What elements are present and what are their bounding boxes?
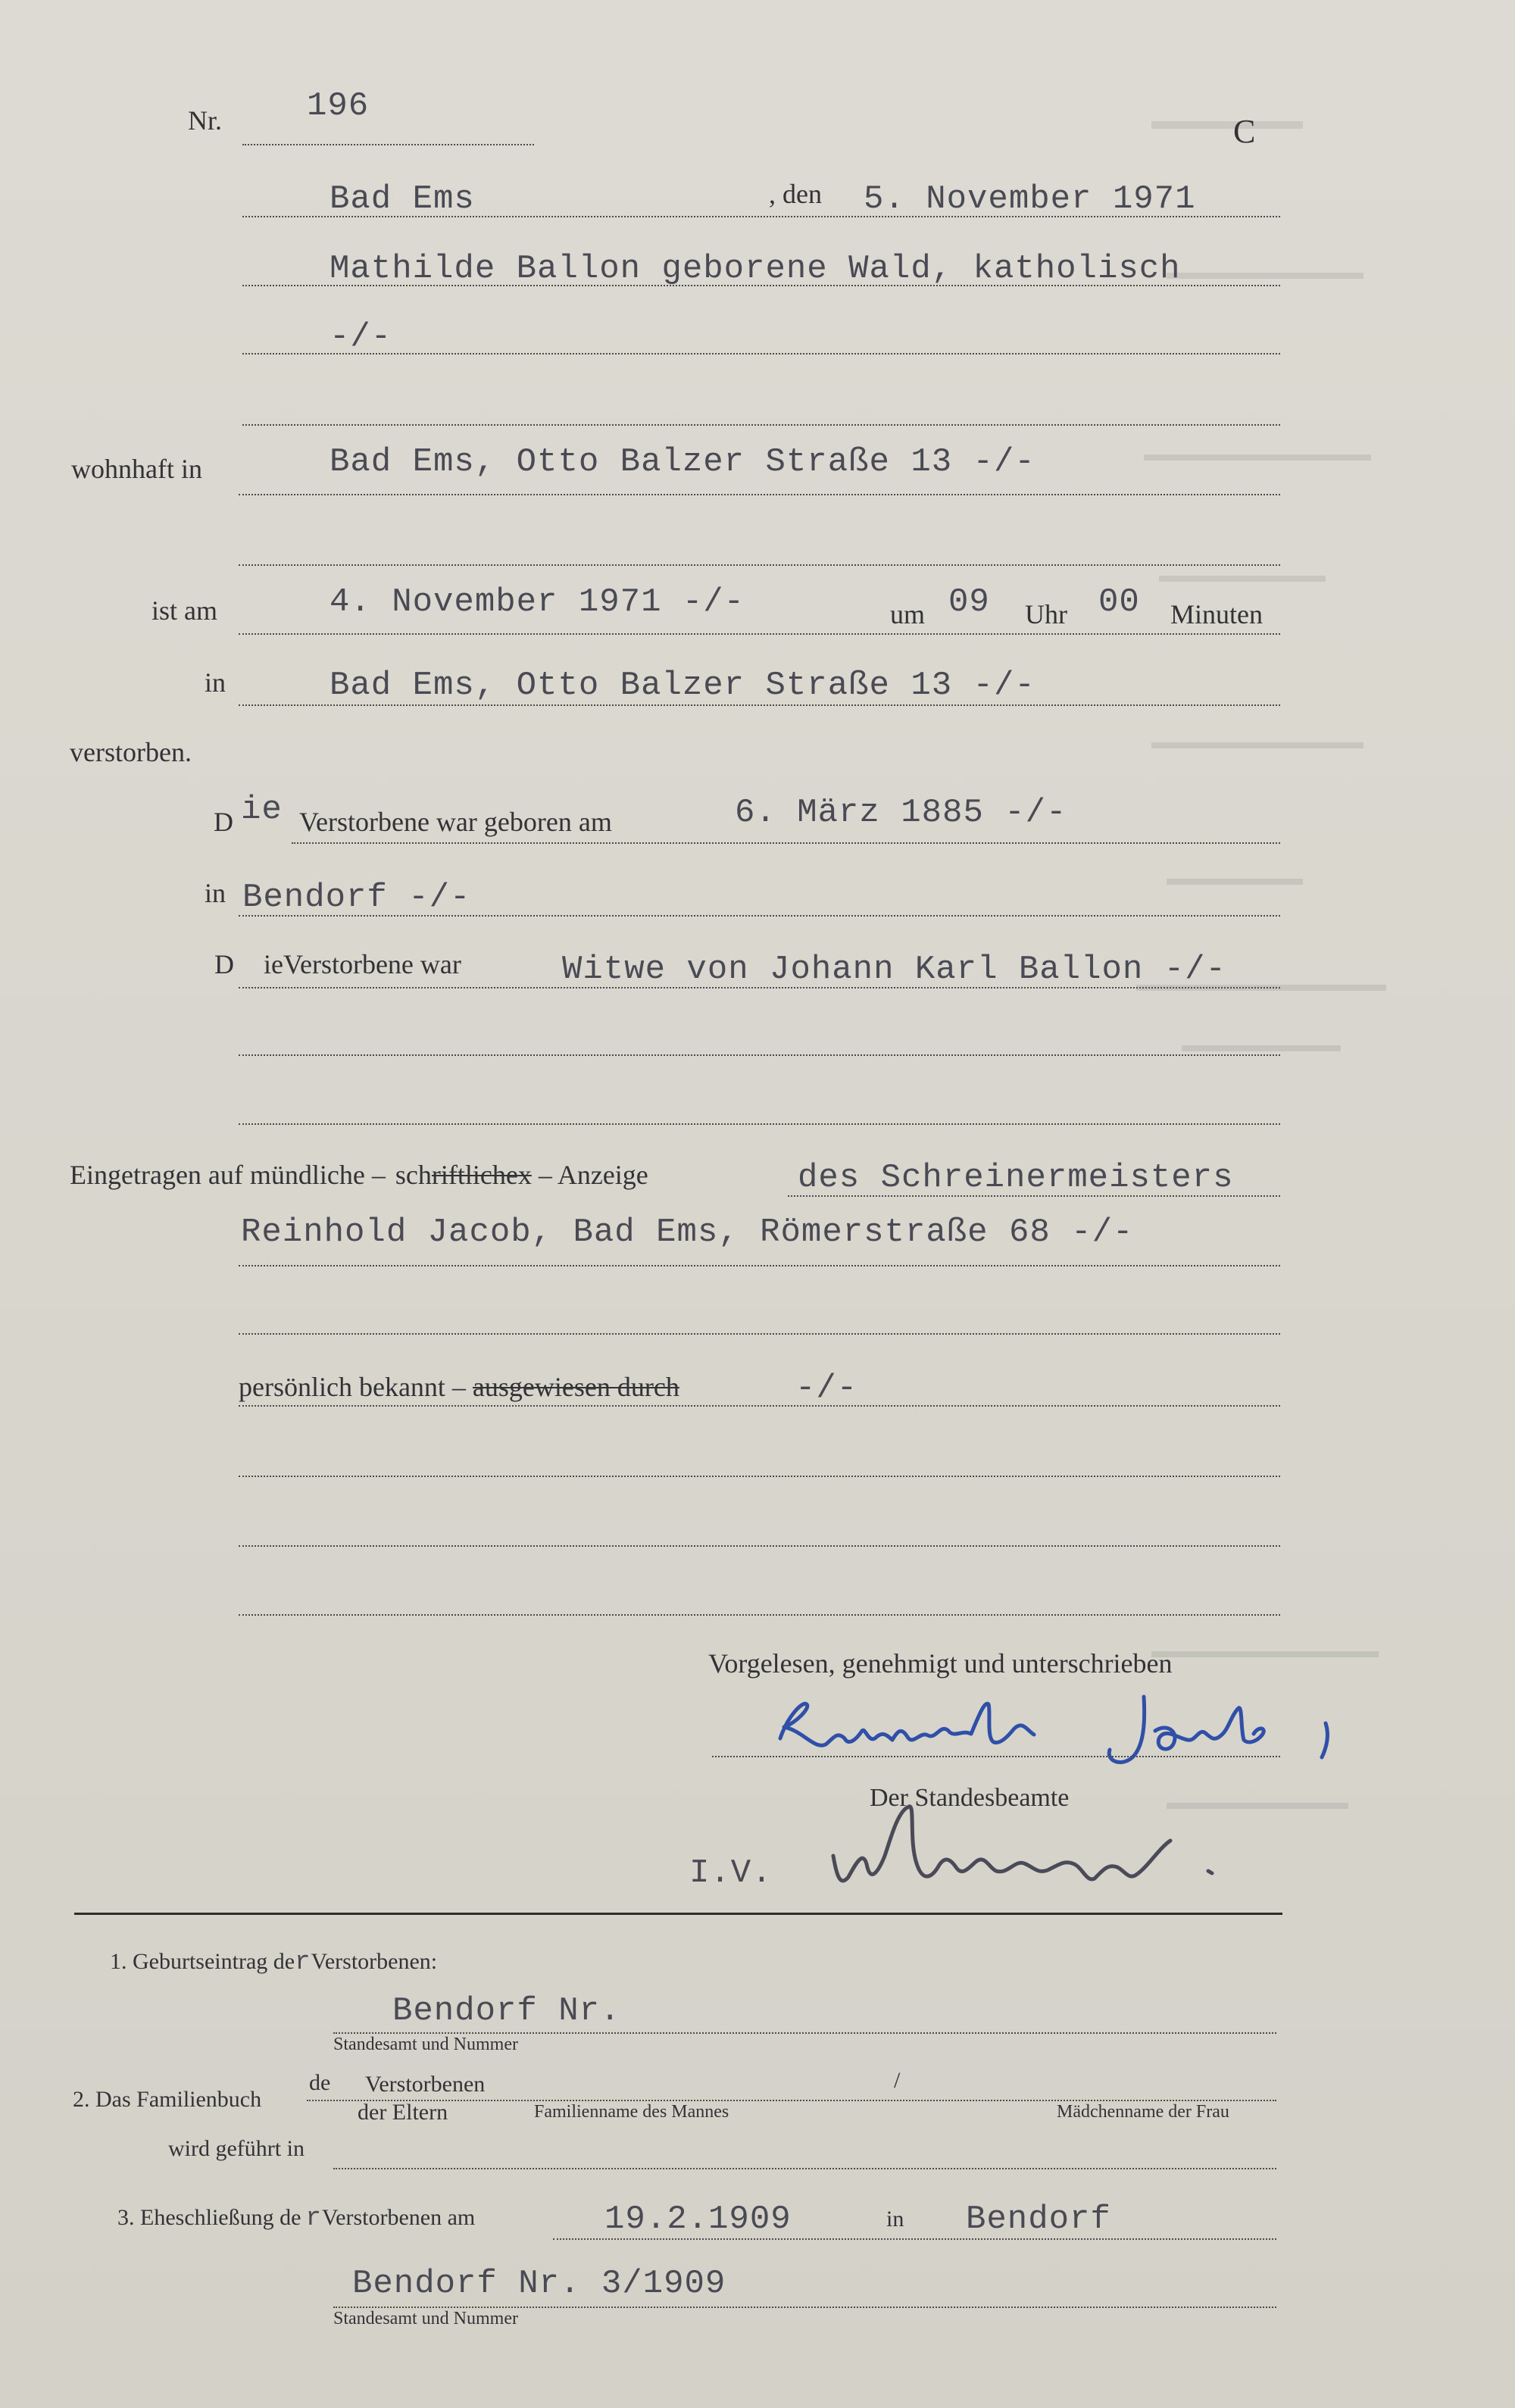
standesbeamte-label: Der Standesbeamte — [870, 1784, 1070, 1812]
item3-r: r — [305, 2204, 322, 2233]
line-residence — [239, 494, 1280, 495]
item1-rest: Verstorbenen: — [311, 1949, 438, 1974]
nr-label: Nr. — [188, 105, 222, 136]
death-date-label: ist am — [152, 595, 217, 626]
struck-riftliche: riftliche — [431, 1160, 518, 1190]
verstorben-label: verstorben. — [70, 737, 192, 767]
standesamt-caption-1: Standesamt und Nummer — [333, 2035, 518, 2054]
item2-verstorbenen: Verstorbenen — [365, 2072, 486, 2097]
form-letter: C — [1233, 113, 1256, 150]
informant-line1: des Schreinermeisters — [798, 1159, 1234, 1197]
line-informant1 — [788, 1195, 1280, 1197]
uhr-label: Uhr — [1025, 599, 1067, 629]
registration-label — [70, 1159, 648, 1191]
um-label: um — [890, 599, 926, 629]
identity-value: -/- — [795, 1370, 858, 1407]
line-informant2 — [239, 1265, 1280, 1266]
line-informant3 — [239, 1333, 1280, 1335]
residence-label: wohnhaft in — [71, 454, 202, 484]
item3-in: in — [886, 2207, 904, 2232]
signature-reinhold-jacob — [773, 1685, 1364, 1791]
date-value: 5. November 1971 — [864, 180, 1196, 218]
sch-text: sch — [395, 1160, 432, 1190]
vorgelesen-text: Vorgelesen, genehmigt und unterschrieben — [708, 1648, 1173, 1679]
residence-value: Bad Ems, Otto Balzer Straße 13 -/- — [330, 443, 1036, 481]
death-date: 4. November 1971 -/- — [330, 583, 745, 621]
nr-line — [242, 144, 534, 145]
line-status3 — [239, 1123, 1280, 1125]
line-birth-date — [292, 842, 1280, 844]
line-death-date — [239, 633, 1280, 635]
item2-eltern: der Eltern — [358, 2100, 448, 2125]
status-value: Witwe von Johann Karl Ballon -/- — [562, 951, 1226, 988]
line-name3 — [242, 424, 1280, 426]
line-identity — [239, 1405, 1280, 1407]
record-number: 196 — [307, 87, 370, 125]
status-d-prefix: D — [214, 949, 234, 979]
identity-label — [239, 1371, 679, 1403]
item3-value: Bendorf Nr. 3/1909 — [352, 2265, 726, 2303]
den-label: , den — [769, 179, 822, 209]
struck-ausgewiesen: ausgewiesen durch — [472, 1372, 679, 1402]
minuten-label: Minuten — [1170, 599, 1263, 629]
deceased-name: Mathilde Ballon geborene Wald, katholisch — [330, 250, 1181, 288]
line-death-place — [239, 704, 1280, 706]
line-item3b — [333, 2306, 1276, 2308]
struck-x: x — [517, 1160, 532, 1190]
item1-label — [110, 1948, 437, 1977]
line-identity2 — [239, 1476, 1280, 1477]
death-hour: 09 — [948, 583, 990, 621]
birth-date: 6. März 1885 -/- — [735, 794, 1067, 832]
place-value: Bad Ems — [330, 180, 475, 218]
item2-frau: Mädchenname der Frau — [1057, 2102, 1229, 2122]
informant-line2: Reinhold Jacob, Bad Ems, Römerstraße 68 -/- — [241, 1213, 1134, 1251]
line-status2 — [239, 1054, 1280, 1056]
item2-slash: / — [894, 2068, 901, 2093]
item3-label — [117, 2204, 475, 2233]
item3-rest: Verstorbenen am — [321, 2205, 476, 2230]
line-item1 — [333, 2032, 1276, 2034]
line-identity4 — [239, 1614, 1280, 1616]
death-place: Bad Ems, Otto Balzer Straße 13 -/- — [330, 667, 1036, 704]
line-status — [239, 987, 1280, 988]
line-name2 — [242, 353, 1280, 354]
birth-in-label: in — [205, 878, 226, 908]
death-in-label: in — [205, 667, 226, 698]
anzeige-text: – Anzeige — [538, 1160, 648, 1190]
name-line2: -/- — [330, 318, 392, 356]
line-place-date — [242, 216, 1280, 217]
item1-text: 1. Geburtseintrag de — [110, 1949, 295, 1974]
birth-place: Bendorf -/- — [242, 879, 471, 917]
death-minutes: 00 — [1098, 583, 1140, 621]
birth-ie: ie — [241, 791, 283, 829]
birth-label: Verstorbene war geboren am — [299, 807, 612, 837]
line-identity3 — [239, 1545, 1280, 1547]
line-signature1 — [712, 1756, 1280, 1757]
item1-r: r — [295, 1948, 311, 1977]
status-label: ieVerstorbene war — [264, 949, 461, 979]
item3-text: 3. Eheschließung de — [117, 2205, 301, 2230]
eingetragen-text: Eingetragen auf mündliche – — [70, 1160, 386, 1190]
line-residence2 — [239, 564, 1280, 566]
item2-de: de — [309, 2070, 331, 2095]
bekannt-text: persönlich bekannt – — [239, 1372, 466, 1402]
separator-rule — [74, 1913, 1282, 1915]
item2-label: 2. Das Familienbuch — [73, 2087, 262, 2112]
item2-gefuehrt: wird geführt in — [168, 2136, 305, 2161]
line-birth-place — [239, 915, 1280, 917]
line-item2b — [333, 2168, 1276, 2169]
line-item2 — [307, 2100, 1276, 2101]
birth-d-prefix: D — [214, 807, 233, 837]
standesamt-caption-2: Standesamt und Nummer — [333, 2309, 518, 2328]
iv-label: I.V. — [689, 1854, 773, 1892]
signature-registrar — [826, 1795, 1235, 1909]
line-name — [242, 285, 1280, 286]
line-item3 — [553, 2238, 1276, 2240]
marriage-place: Bendorf — [966, 2200, 1111, 2238]
item1-value: Bendorf Nr. — [392, 1992, 621, 2030]
marriage-date: 19.2.1909 — [604, 2200, 792, 2238]
item2-mann: Familienname des Mannes — [534, 2102, 729, 2122]
